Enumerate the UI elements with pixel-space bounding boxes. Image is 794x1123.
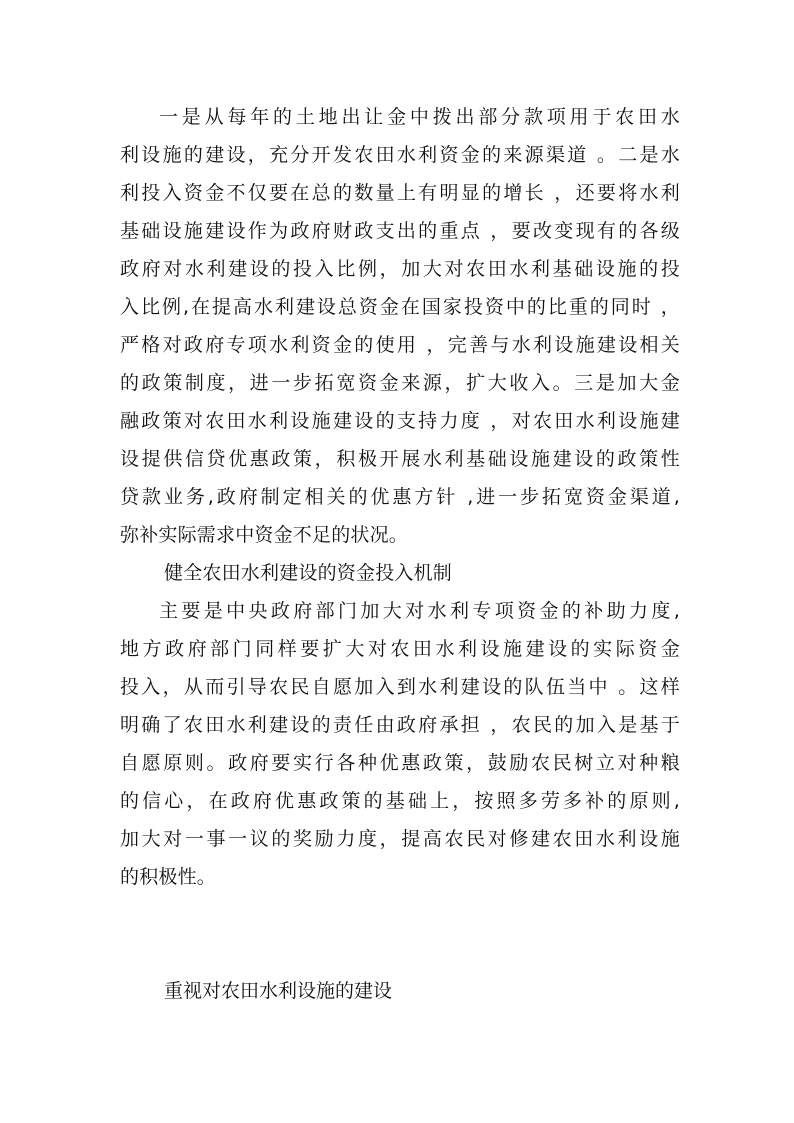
paragraph-line: 利设施的建设，充分开发农田水利资金的来源渠道 。二是水 bbox=[120, 144, 680, 166]
paragraph-line: 政府对水利建设的投入比例，加大对农田水利基础设施的投 bbox=[120, 258, 680, 280]
paragraph-line: 的政策制度，进一步拓宽资金来源，扩大收入。三是加大金 bbox=[120, 372, 680, 394]
paragraph-line: 严格对政府专项水利资金的使用 ，完善与水利设施建设相关 bbox=[120, 334, 680, 356]
paragraph-line: 贷款业务,政府制定相关的优惠方针 ,进一步拓宽资金渠道, bbox=[120, 486, 680, 508]
document-body bbox=[120, 98, 680, 896]
paragraph-line: 的积极性。 bbox=[120, 866, 217, 888]
paragraph-line: 地方政府部门同样要扩大对农田水利设施建设的实际资金 bbox=[120, 638, 680, 660]
paragraph-line: 明确了农田水利建设的责任由政府承担 ，农民的加入是基于 bbox=[120, 714, 680, 736]
paragraph-line: 基础设施建设作为政府财政支出的重点 ，要改变现有的各级 bbox=[120, 220, 680, 242]
paragraph-line: 主要是中央政府部门加大对水利专项资金的补助力度, bbox=[159, 600, 680, 622]
paragraph-funding-sources bbox=[120, 98, 680, 554]
paragraph-line: 利投入资金不仅要在总的数量上有明显的增长 ，还要将水利 bbox=[120, 182, 680, 204]
paragraph-line: 加大对一事一议的奖励力度，提高农民对修建农田水利设施 bbox=[120, 828, 680, 850]
paragraph-line: 弥补实际需求中资金不足的状况。 bbox=[120, 524, 409, 546]
section-heading-investment-mechanism: 健全农田水利建设的资金投入机制 bbox=[164, 562, 453, 584]
paragraph-line: 的信心，在政府优惠政策的基础上，按照多劳多补的原则, bbox=[120, 790, 680, 812]
paragraph-line: 一是从每年的土地出让金中拨出部分款项用于农田水 bbox=[159, 106, 680, 128]
paragraph-line: 设提供信贷优惠政策，积极开展水利基础设施建设的政策性 bbox=[120, 448, 680, 470]
section-heading-facility-construction: 重视对农田水利设施的建设 bbox=[164, 980, 393, 1002]
paragraph-line: 融政策对农田水利设施建设的支持力度 ，对农田水利设施建 bbox=[120, 410, 680, 432]
paragraph-investment-mechanism bbox=[120, 592, 680, 896]
paragraph-line: 入比例,在提高水利建设总资金在国家投资中的比重的同时 ， bbox=[120, 296, 680, 318]
paragraph-line: 自愿原则。政府要实行各种优惠政策，鼓励农民树立对种粮 bbox=[120, 752, 680, 774]
paragraph-line: 投入，从而引导农民自愿加入到水利建设的队伍当中 。这样 bbox=[120, 676, 680, 698]
